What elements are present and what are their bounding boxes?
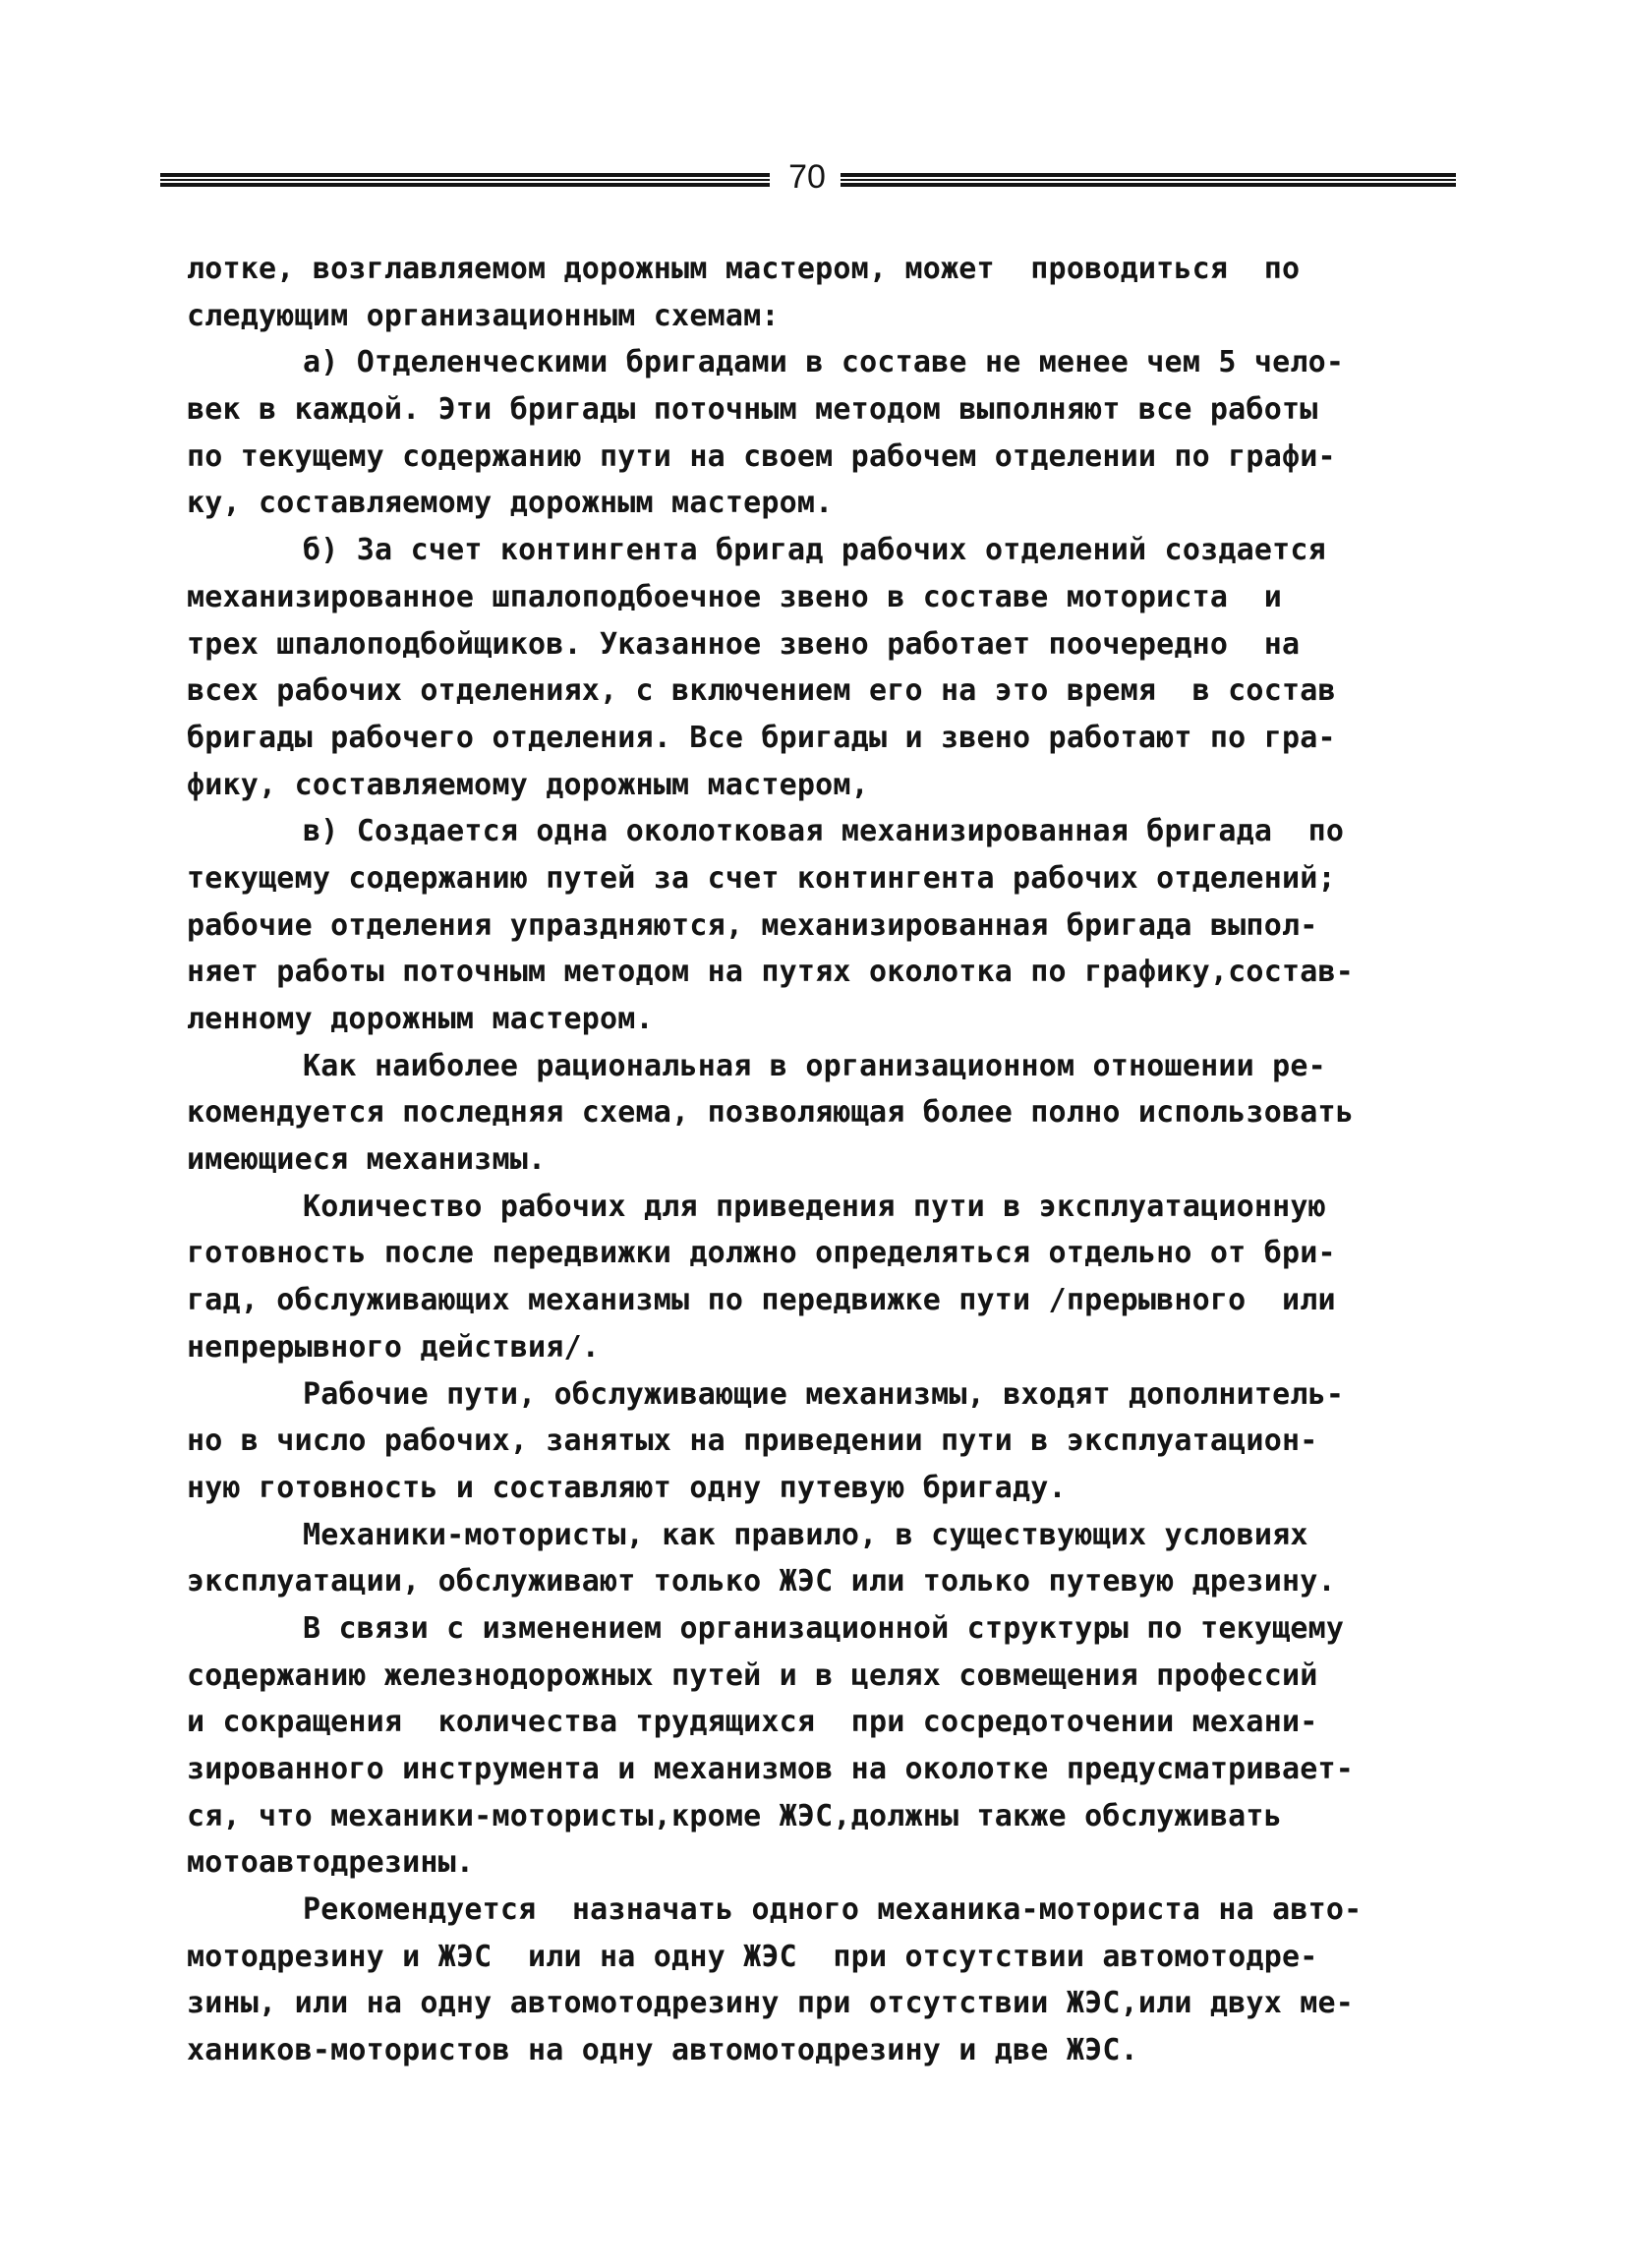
- text-line: в) Создается одна околотковая механизированная бригада по: [303, 814, 1345, 849]
- text-line: зированного инструмента и механизмов на околотке предусматривает-: [187, 1752, 1354, 1786]
- document-body: [187, 246, 1450, 2074]
- header-rule-right: [841, 173, 1456, 189]
- text-line: и сокращения количества трудящихся при сосредоточении механи-: [187, 1705, 1318, 1740]
- text-line: ся, что механики-мотористы,кроме ЖЭС,должны также обслуживать: [187, 1798, 1282, 1833]
- text-line: ленному дорожным мастером.: [187, 1002, 654, 1036]
- text-line: зины, или на одну автомотодрезину при отсутствии ЖЭС,или двух ме-: [187, 1986, 1354, 2021]
- text-line: а) Отделенческими бригадами в составе не менее чем 5 чело-: [303, 345, 1345, 380]
- text-line: механизированное шпалоподбоечное звено в составе моториста и: [187, 579, 1282, 614]
- text-line: ку, составляемому дорожным мастером.: [187, 486, 834, 521]
- text-line: няет работы поточным методом на путях околотка по графику,состав-: [187, 955, 1354, 990]
- text-line: лотке, возглавляемом дорожным мастером, может проводиться по: [187, 252, 1301, 286]
- text-line: следующим организационным схемам:: [187, 298, 780, 333]
- text-line: хаников-мотористов на одну автомотодрезину и две ЖЭС.: [187, 2033, 1138, 2068]
- text-line: век в каждой. Эти бригады поточным методом выполняют все работы: [187, 392, 1318, 428]
- text-line: Рабочие пути, обслуживающие механизмы, входят дополнитель-: [303, 1376, 1345, 1412]
- text-line: ную готовность и составляют одну путевую бригаду.: [187, 1470, 1067, 1505]
- text-line: эксплуатации, обслуживают только ЖЭС или только путевую дрезину.: [187, 1564, 1336, 1599]
- text-line: всех рабочих отделениях, с включением его на это время в состав: [187, 673, 1336, 709]
- page-number: 70: [788, 158, 826, 196]
- text-line: текущему содержанию путей за счет контингента рабочих отделений;: [187, 860, 1336, 896]
- text-line: содержанию железнодорожных путей и в целях совмещения профессий: [187, 1657, 1318, 1693]
- text-line: Механики-мотористы, как правило, в существующих условиях: [303, 1517, 1308, 1552]
- text-line: В связи с изменением организационной структуры по текущему: [303, 1610, 1345, 1646]
- text-line: но в число рабочих, занятых на приведении пути в эксплуатацион-: [187, 1424, 1318, 1459]
- text-line: гад, обслуживающих механизмы по передвижке пути /прерывного или: [187, 1283, 1336, 1318]
- text-line: фику, составляемому дорожным мастером,: [187, 767, 869, 802]
- header-rule-left: [160, 173, 770, 189]
- text-line: готовность после передвижки должно определяться отдельно от бри-: [187, 1236, 1336, 1271]
- text-line: Рекомендуется назначать одного механика-моториста на авто-: [303, 1892, 1363, 1928]
- text-line: мотодрезину и ЖЭС или на одну ЖЭС при отсутствии автомотодре-: [187, 1939, 1318, 1974]
- text-line: Количество рабочих для приведения пути в эксплуатационную: [303, 1189, 1326, 1224]
- text-line: бригады рабочего отделения. Все бригады и звено работают по гра-: [187, 720, 1336, 755]
- page-header: [160, 159, 1456, 203]
- text-line: мотоавтодрезины.: [187, 1845, 475, 1881]
- text-line: комендуется последняя схема, позволяющая более полно использовать: [187, 1095, 1354, 1131]
- text-line: непрерывного действия/.: [187, 1329, 601, 1365]
- text-line: трех шпалоподбойщиков. Указанное звено работает поочередно на: [187, 626, 1301, 662]
- text-line: Как наиболее рациональная в организационном отношении ре-: [303, 1048, 1326, 1083]
- text-line: рабочие отделения упраздняются, механизированная бригада выпол-: [187, 907, 1318, 943]
- text-line: б) За счет контингента бригад рабочих отделений создается: [303, 533, 1326, 568]
- text-line: по текущему содержанию пути на своем рабочем отделении по графи-: [187, 438, 1336, 474]
- text-line: имеющиеся механизмы.: [187, 1142, 547, 1178]
